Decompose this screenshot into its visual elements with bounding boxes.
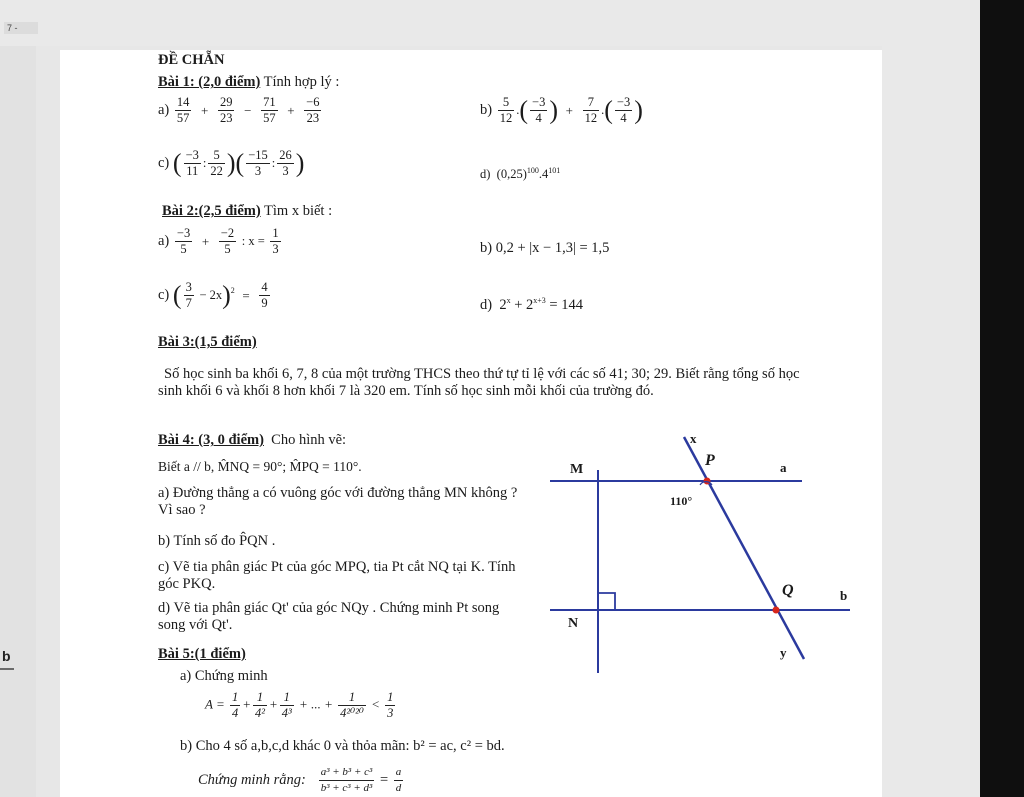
denominator: 3 (254, 164, 262, 178)
operator: : (202, 156, 207, 170)
paren: ) (222, 280, 231, 310)
denominator: 4 (231, 706, 239, 720)
denominator: 3 (387, 706, 394, 720)
denominator: 7 (185, 296, 192, 310)
expression: 0,2 + |x − 1,3| = 1,5 (495, 240, 610, 256)
expression: = 144 (545, 296, 583, 313)
label-m: M (570, 462, 584, 477)
paren: ( (519, 95, 529, 125)
expression: .4 (538, 167, 549, 182)
fraction (394, 765, 404, 796)
right-angle-mark (598, 593, 615, 610)
paren: ( (172, 280, 182, 310)
viewer-left-gutter (0, 46, 36, 797)
expression: + 2 (510, 296, 534, 313)
paren: )( (226, 148, 245, 178)
operator: + (201, 234, 210, 249)
denominator: 5 (180, 242, 187, 256)
point-q (773, 607, 780, 614)
operator: < (371, 696, 380, 712)
bai4-d: d) Vẽ tia phân giác Qt' của góc NQy . Chứng minh Pt song song với Qt'. (158, 600, 500, 633)
numerator: a (394, 765, 404, 781)
denominator: 12 (499, 111, 513, 125)
fraction (175, 226, 192, 257)
bai1-d (480, 162, 560, 183)
denominator: 4³ (281, 706, 292, 720)
expression: − 2x (199, 288, 223, 302)
denominator: 3 (282, 164, 289, 178)
numerator: 1 (272, 226, 279, 240)
fraction (530, 95, 547, 126)
numerator: 26 (279, 148, 292, 162)
numerator: −3 (616, 95, 631, 109)
bai1-b-label: b) (480, 101, 493, 118)
prove-label: Chứng minh rằng: (198, 771, 306, 788)
bai5-header: Bài 5:(1 điểm) (158, 646, 246, 662)
label-b: b (840, 588, 848, 603)
numerator: −15 (248, 148, 268, 162)
fraction (259, 280, 269, 311)
bai2-c-label: c) (158, 286, 170, 303)
denominator: 4 (535, 111, 542, 125)
fraction (184, 280, 194, 311)
fraction (253, 690, 267, 721)
operator: . (601, 103, 605, 117)
numerator: −3 (185, 148, 199, 162)
bai2-a (158, 226, 283, 257)
label-y: y (780, 645, 787, 660)
bai2-header-line (162, 203, 332, 220)
fraction (230, 690, 240, 721)
bai1-header: Bài 1: (2,0 điểm) (158, 74, 261, 90)
bai2-b-label: b) (480, 240, 493, 256)
denominator: 5 (224, 242, 231, 256)
denominator: 11 (186, 164, 199, 178)
bai2-d-label: d) (480, 296, 493, 313)
denominator: 22 (210, 164, 223, 178)
denominator: d (395, 782, 402, 794)
numerator: 1 (387, 690, 394, 704)
fraction (498, 95, 515, 126)
operator: = (379, 771, 389, 788)
denominator: 57 (263, 111, 276, 125)
paren: ( (604, 95, 613, 125)
label-a: a (780, 460, 787, 475)
label-angle-110: 110° (670, 494, 693, 508)
bai3-text: Số học sinh ba khối 6, 7, 8 của một trường THCS theo thứ tự tỉ lệ với các số 41; 30; 29. Biết rằng tổng số học sinh khối 6 và khối 8 hơn khối 7 là 320 em. Tính số học sinh mỗi khối của trường đó. (158, 366, 800, 399)
bai3-header: Bài 3:(1,5 điểm) (158, 334, 257, 350)
dark-side-panel (980, 0, 1024, 797)
numerator: 1 (280, 690, 294, 706)
bai4-header-line (158, 432, 346, 449)
fraction (261, 95, 278, 126)
sidebar-underline (0, 668, 14, 670)
bai1-header-line (158, 74, 339, 91)
denominator: 23 (306, 111, 320, 125)
bai1-c (158, 148, 304, 179)
paren: ) (549, 95, 558, 125)
bai4-a: a) Đường thẳng a có vuông góc với đường thẳng MN không ? Vì sao ? (158, 485, 518, 518)
bai4-given: Biết a // b, M̂NQ = 90°; M̂PQ = 110°. (158, 459, 362, 474)
numerator: 14 (176, 95, 190, 109)
bai2-d (480, 292, 583, 314)
bai2-b (480, 240, 609, 257)
geometry-figure (540, 425, 860, 675)
denominator: 23 (219, 111, 233, 125)
denominator: 57 (176, 111, 190, 125)
bai5-a-label: a) Chứng minh (180, 668, 268, 684)
denominator: b³ + c³ + d³ (320, 782, 373, 794)
fraction (280, 690, 294, 721)
numerator: −2 (220, 226, 235, 240)
fraction (175, 95, 192, 126)
bai5-a-expression: A = $\frac{1}{4}$ + $\frac{1}{\text{4²}}$ + $\frac{1}{\text{4³}}$ + ... + $\frac{1}{\text{4²⁰²⁰}}$ < $\frac{1}{3}$ (205, 690, 394, 720)
numerator: −6 (306, 95, 320, 109)
denominator: 3 (272, 242, 279, 256)
bai1-d-label: d) (480, 167, 491, 182)
bai1-a-label: a) (158, 101, 170, 118)
numerator: 29 (219, 95, 233, 109)
fraction (304, 95, 321, 126)
operator: + (287, 103, 295, 118)
expression: 2 (499, 296, 507, 313)
expression: A = (205, 696, 225, 712)
bai1-c-label: c) (158, 154, 170, 171)
browser-top-strip (0, 0, 1024, 46)
bai2-intro: Tìm x biết : (264, 203, 333, 219)
bai1-a (158, 95, 323, 126)
fraction (219, 226, 236, 257)
label-q: Q (782, 582, 794, 599)
numerator: 71 (263, 95, 276, 109)
fraction (615, 95, 632, 126)
denominator: 4² (255, 706, 266, 720)
numerator: a³ + b³ + c³ (319, 765, 375, 781)
numerator: −3 (532, 95, 546, 109)
label-x: x (690, 431, 697, 446)
numerator: −3 (176, 226, 191, 240)
bai5-b-text: b) Cho 4 số a,b,c,d khác 0 và thỏa mãn: b² = ac, c² = bd. (180, 738, 505, 754)
fraction (319, 765, 375, 796)
bai4-c: c) Vẽ tia phân giác Pt của góc MPQ, tia Pt cắt NQ tại K. Tính góc PKQ. (158, 559, 516, 592)
exponent: x (506, 296, 511, 305)
viewer-right-gutter (882, 0, 980, 797)
denominator: 4 (620, 111, 627, 125)
fraction (583, 95, 600, 126)
numerator: 4 (261, 280, 268, 294)
bai4-b: b) Tính số đo P̂QN . (158, 533, 276, 549)
paren: ) (295, 148, 305, 178)
operator: . (516, 103, 520, 117)
numerator: 1 (253, 690, 267, 706)
exponent: 101 (548, 166, 561, 175)
operator: = (242, 288, 250, 303)
bai2-a-label: a) (158, 232, 170, 249)
numerator: 1 (231, 690, 239, 704)
operator: : (271, 156, 276, 170)
paren: ) (634, 95, 643, 125)
denominator: 12 (584, 111, 598, 125)
exam-title: ĐỀ CHẴN (158, 52, 225, 68)
numerator: 1 (338, 690, 366, 706)
fraction (277, 148, 294, 179)
bai1-intro: Tính hợp lý : (263, 74, 340, 90)
bai2-header: Bài 2:(2,5 điểm) (162, 203, 261, 219)
bai5-b-prove (198, 765, 405, 796)
numerator: 5 (208, 148, 225, 164)
fraction (270, 226, 280, 257)
label-p: P (705, 452, 715, 469)
expression: (0,25) (496, 167, 527, 182)
paren: ( (172, 148, 182, 178)
bai4-intro: Cho hình vẽ: (271, 432, 347, 448)
point-p (704, 478, 711, 485)
expression: : x = (241, 234, 265, 248)
operator: − (244, 103, 252, 118)
fraction (184, 148, 201, 179)
exponent: 2 (230, 286, 235, 295)
expression: + ... + (299, 696, 333, 712)
exponent: 100 (526, 166, 539, 175)
page-tab[interactable]: 7 - (4, 22, 38, 34)
exponent: x+3 (533, 296, 546, 305)
fraction (338, 690, 366, 721)
operator: + (201, 103, 209, 118)
denominator: 9 (261, 296, 268, 310)
numerator: 3 (185, 280, 192, 294)
fraction (385, 690, 395, 721)
bai2-c (158, 280, 272, 311)
operator: + (565, 103, 573, 118)
bai4-header: Bài 4: (3, 0 điểm) (158, 432, 264, 448)
denominator: 4²⁰²⁰ (340, 706, 364, 720)
sidebar-letter: b (2, 648, 11, 664)
label-n: N (568, 616, 579, 631)
fraction (218, 95, 235, 126)
fraction (246, 148, 270, 179)
bai1-b (480, 95, 643, 126)
fraction (208, 148, 225, 179)
numerator: 5 (498, 95, 515, 111)
numerator: 7 (583, 95, 600, 111)
